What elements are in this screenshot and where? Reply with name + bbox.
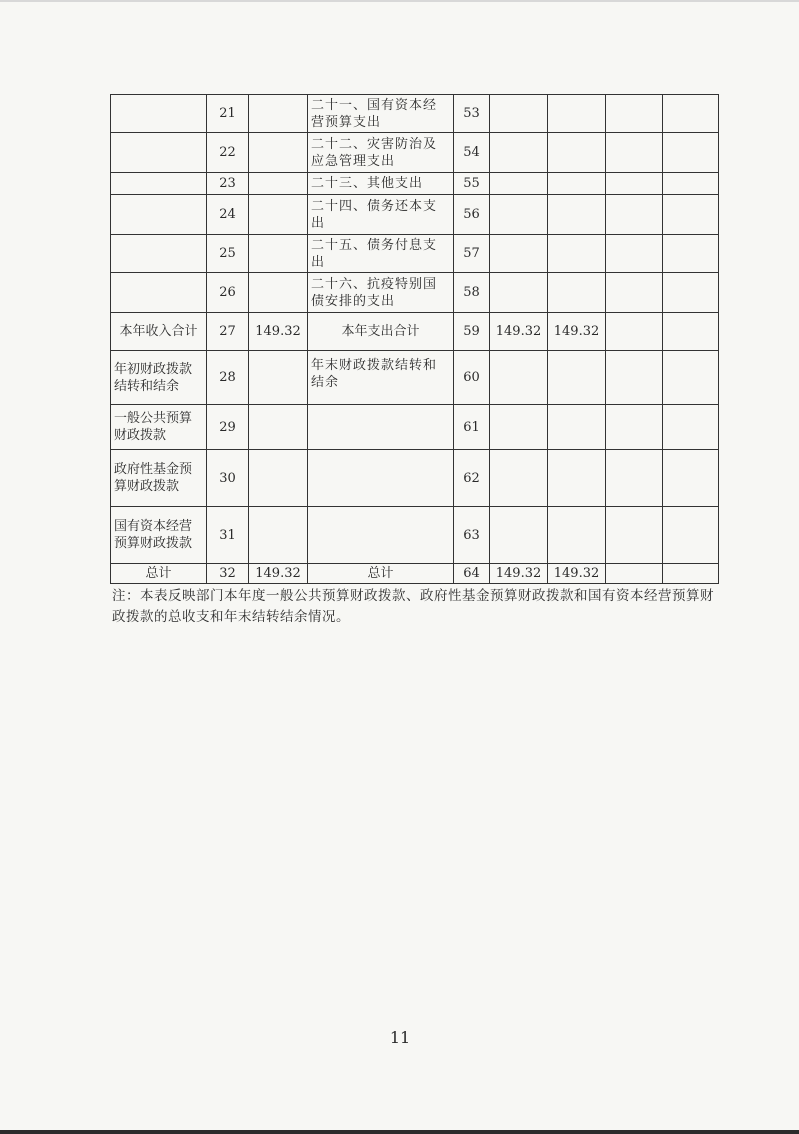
income-item-cell: 总计: [111, 564, 207, 584]
income-line-no: 21: [207, 95, 249, 133]
expense-col-1: [490, 450, 548, 507]
expense-item-cell: 二十五、债务付息支出: [308, 235, 454, 273]
income-amount: [249, 507, 308, 564]
table-row-grand-total: [111, 564, 719, 584]
income-item-cell: [111, 95, 207, 133]
income-amount: 149.32: [249, 564, 308, 584]
income-amount: [249, 95, 308, 133]
income-line-no: 28: [207, 351, 249, 405]
expense-col-3: [606, 195, 663, 235]
income-item-cell: 一般公共预算财政拨款: [111, 405, 207, 450]
budget-table: [110, 94, 719, 584]
expense-line-no: 63: [454, 507, 490, 564]
expense-col-2: [548, 351, 606, 405]
expense-col-4: [663, 195, 719, 235]
expense-line-no: 54: [454, 133, 490, 173]
expense-col-3: [606, 351, 663, 405]
expense-col-3: [606, 450, 663, 507]
expense-col-2: [548, 95, 606, 133]
expense-line-no: 59: [454, 313, 490, 351]
income-line-no: 29: [207, 405, 249, 450]
expense-line-no: 56: [454, 195, 490, 235]
expense-line-no: 64: [454, 564, 490, 584]
table-row: [111, 173, 719, 195]
table-row-annual-total: [111, 313, 719, 351]
expense-item-cell: 二十二、灾害防治及应急管理支出: [308, 133, 454, 173]
expense-col-4: [663, 133, 719, 173]
expense-col-3: [606, 507, 663, 564]
income-item-cell: [111, 173, 207, 195]
income-line-no: 30: [207, 450, 249, 507]
expense-col-2: [548, 273, 606, 313]
expense-col-1: [490, 235, 548, 273]
expense-item-cell: 二十六、抗疫特别国债安排的支出: [308, 273, 454, 313]
expense-col-3: [606, 173, 663, 195]
expense-col-1: [490, 133, 548, 173]
expense-col-4: [663, 450, 719, 507]
income-item-cell: [111, 273, 207, 313]
expense-line-no: 53: [454, 95, 490, 133]
expense-item-cell: 本年支出合计: [308, 313, 454, 351]
table-row: [111, 405, 719, 450]
expense-line-no: 55: [454, 173, 490, 195]
income-item-cell: 年初财政拨款结转和结余: [111, 351, 207, 405]
table-footnote: 注：本表反映部门本年度一般公共预算财政拨款、政府性基金预算财政拨款和国有资本经营预算财政拨款的总收支和年末结转结余情况。: [112, 588, 714, 625]
expense-col-4: [663, 173, 719, 195]
income-line-no: 23: [207, 173, 249, 195]
expense-col-1: 149.32: [490, 564, 548, 584]
income-item-cell: 政府性基金预算财政拨款: [111, 450, 207, 507]
income-amount: [249, 235, 308, 273]
expense-item-cell: 二十一、国有资本经营预算支出: [308, 95, 454, 133]
expense-line-no: 57: [454, 235, 490, 273]
expense-col-2: [548, 405, 606, 450]
expense-col-1: 149.32: [490, 313, 548, 351]
expense-col-4: [663, 235, 719, 273]
expense-col-4: [663, 564, 719, 584]
expense-item-cell: 总计: [308, 564, 454, 584]
expense-col-4: [663, 507, 719, 564]
expense-col-1: [490, 173, 548, 195]
income-item-cell: 国有资本经营预算财政拨款: [111, 507, 207, 564]
expense-col-4: [663, 405, 719, 450]
expense-col-4: [663, 313, 719, 351]
expense-col-1: [490, 273, 548, 313]
expense-col-1: [490, 351, 548, 405]
income-item-cell: [111, 133, 207, 173]
expense-line-no: 62: [454, 450, 490, 507]
income-amount: [249, 273, 308, 313]
page-top-edge: [0, 0, 799, 2]
expense-col-3: [606, 273, 663, 313]
expense-line-no: 60: [454, 351, 490, 405]
scan-bottom-edge: [0, 1130, 799, 1134]
income-amount: [249, 450, 308, 507]
income-line-no: 24: [207, 195, 249, 235]
expense-col-3: [606, 235, 663, 273]
income-amount: [249, 351, 308, 405]
expense-line-no: 61: [454, 405, 490, 450]
expense-col-2: [548, 507, 606, 564]
table-row: [111, 235, 719, 273]
expense-col-2: 149.32: [548, 313, 606, 351]
expense-col-2: [548, 450, 606, 507]
expense-col-4: [663, 273, 719, 313]
income-amount: [249, 133, 308, 173]
income-line-no: 32: [207, 564, 249, 584]
expense-col-3: [606, 313, 663, 351]
income-item-cell: 本年收入合计: [111, 313, 207, 351]
income-amount: [249, 173, 308, 195]
expense-col-2: [548, 173, 606, 195]
expense-col-3: [606, 405, 663, 450]
expense-col-3: [606, 564, 663, 584]
income-item-cell: [111, 195, 207, 235]
expense-item-cell: 二十四、债务还本支出: [308, 195, 454, 235]
table-row: [111, 273, 719, 313]
expense-col-2: [548, 235, 606, 273]
expense-col-1: [490, 95, 548, 133]
expense-col-3: [606, 133, 663, 173]
expense-col-2: 149.32: [548, 564, 606, 584]
table-row: [111, 507, 719, 564]
expense-col-1: [490, 195, 548, 235]
expense-item-cell: 年末财政拨款结转和结余: [308, 351, 454, 405]
income-line-no: 27: [207, 313, 249, 351]
expense-item-cell: [308, 450, 454, 507]
expense-item-cell: [308, 405, 454, 450]
table-row: [111, 195, 719, 235]
table-row: [111, 95, 719, 133]
expense-item-cell: 二十三、其他支出: [308, 173, 454, 195]
table-row: [111, 351, 719, 405]
income-line-no: 26: [207, 273, 249, 313]
income-amount: 149.32: [249, 313, 308, 351]
expense-line-no: 58: [454, 273, 490, 313]
page-number: 11: [389, 1028, 411, 1047]
expense-col-2: [548, 133, 606, 173]
income-amount: [249, 405, 308, 450]
expense-col-4: [663, 351, 719, 405]
income-line-no: 31: [207, 507, 249, 564]
table-row: [111, 133, 719, 173]
income-item-cell: [111, 235, 207, 273]
expense-col-3: [606, 95, 663, 133]
expense-col-2: [548, 195, 606, 235]
expense-col-1: [490, 405, 548, 450]
expense-item-cell: [308, 507, 454, 564]
income-line-no: 25: [207, 235, 249, 273]
table-row: [111, 450, 719, 507]
expense-col-1: [490, 507, 548, 564]
income-amount: [249, 195, 308, 235]
income-line-no: 22: [207, 133, 249, 173]
expense-col-4: [663, 95, 719, 133]
